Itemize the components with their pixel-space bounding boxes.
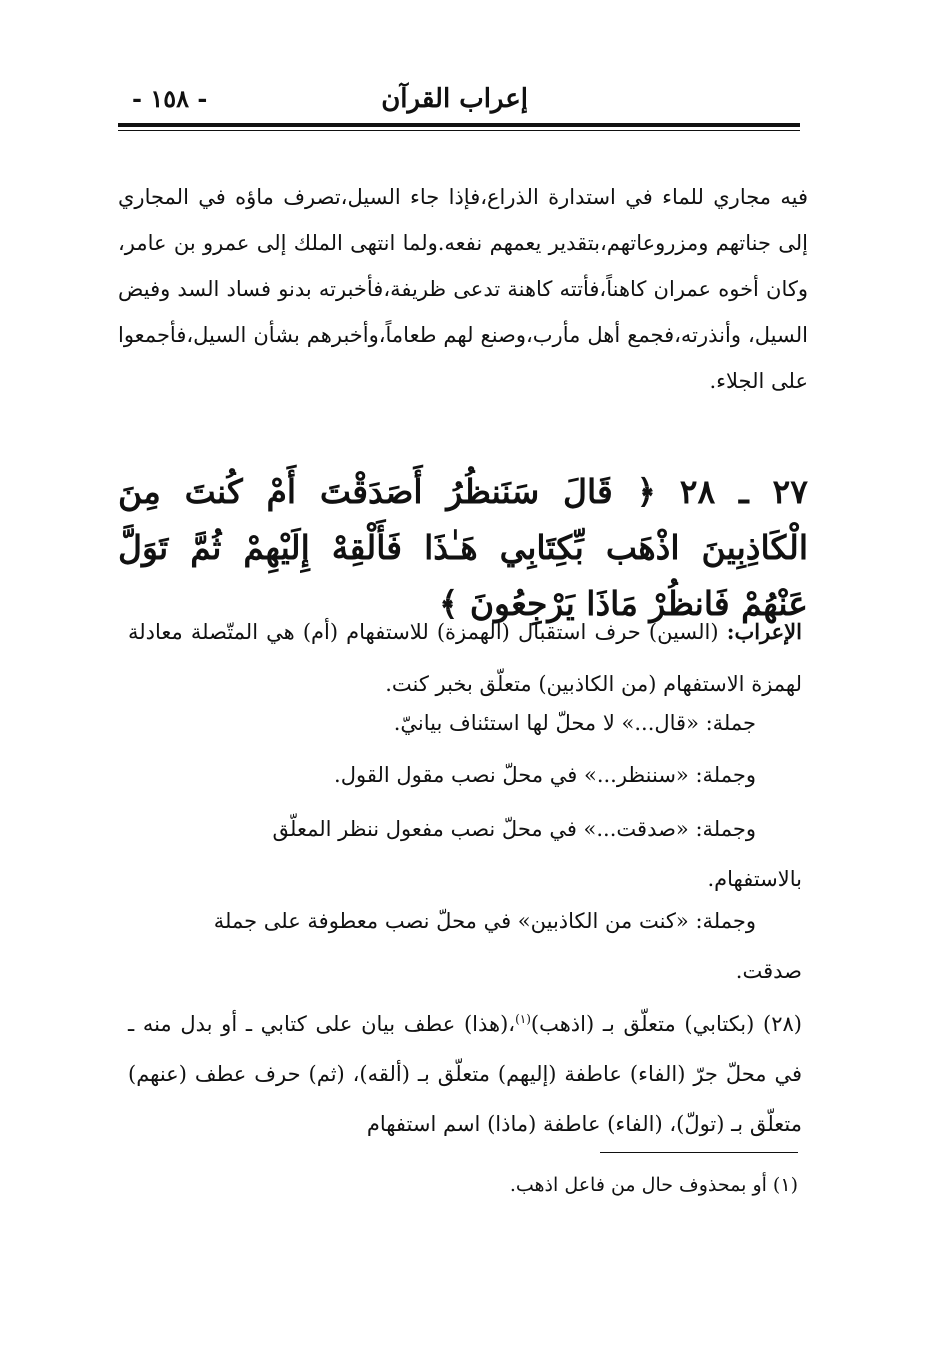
paragraph-top: فيه مجاري للماء في استدارة الذراع،فإذا جاء السيل،تصرف ماؤه في المجاري إلى جناتهم ومزروعاتهم،بتقدير يعمهم نفعه.ولما انتهى الملك إلى عمرو بن عامر، وكان أخوه عمران كاهناً،فأتته كاهنة تدعى ظريفة،فأخبرته بدنو فساد السد وفيض السيل، وأنذرته،فجمع أهل مأرب،وصنع لهم طعاماً،وأخبرهم بشأن السيل،فأجمعوا على الجلاء. — [118, 185, 808, 393]
header-rule-thick — [118, 123, 800, 127]
irab-label: الإعراب: — [726, 619, 802, 644]
irab-text: (السين) حرف استقبال (الهمزة) للاستفهام (أم) هي المتّصلة معادلة لهمزة الاستفهام (من الكاذبين) متعلّق بخبر كنت. — [128, 620, 802, 696]
sentence-4 — [128, 896, 802, 996]
sentence-4-line1: وجملة: «كنت من الكاذبين» في محلّ نصب معطوفة على جملة — [213, 909, 756, 933]
footnote-ref[interactable]: (١) — [515, 1012, 531, 1026]
sentence-1: جملة: «قال...» لا محلّ لها استئناف بيانيّ. — [393, 711, 756, 735]
verse-number: ٢٧ ـ ٢٨ — [679, 472, 808, 511]
page-number: - ١٥٨ - — [132, 84, 208, 113]
paragraph-28 — [128, 994, 802, 1149]
header-rule-thin — [118, 130, 800, 131]
p28-part2: ،(هذا) عطف بيان على كتابي ـ أو بدل منه ـ في محلّ جرّ (الفاء) عاطفة (إليهم) متعلّق بـ (ألقه)، (ثم) حرف عطف (عنهم) متعلّق بـ (تولّ)، (الفاء) عاطفة (ماذا) اسم استفهام — [128, 1012, 802, 1136]
sentence-3-line2: بالاستفهام. — [707, 867, 802, 891]
p28-part1: (٢٨) (بكتابي) متعلّق بـ (اذهب) — [530, 1012, 802, 1036]
running-title: إعراب القرآن — [381, 84, 528, 114]
sentence-3-line1: وجملة: «صدقت...» في محلّ نصب مفعول ننظر المعلّق — [272, 817, 756, 841]
irab-paragraph — [128, 606, 802, 710]
sentence-3 — [128, 804, 802, 904]
footnote-rule — [600, 1152, 798, 1153]
page-header — [118, 80, 798, 120]
sentence-4-line2: صدقت. — [735, 959, 802, 983]
verse-text: ﴿ قَالَ سَنَنظُرُ أَصَدَقْتَ أَمْ كُنتَ مِنَ الْكَاذِبِينَ اذْهَب بِّكِتَابِي هَـٰذَا فَأَلْقِهْ إِلَيْهِمْ ثُمَّ تَوَلَّ عَنْهُمْ فَانظُرْ مَاذَا يَرْجِعُونَ ﴾ — [118, 472, 808, 623]
sentence-2: وجملة: «سننظر...» في محلّ نصب مقول القول. — [334, 763, 756, 787]
footnote: (١) أو بمحذوف حال من فاعل اذهب. — [509, 1174, 798, 1196]
